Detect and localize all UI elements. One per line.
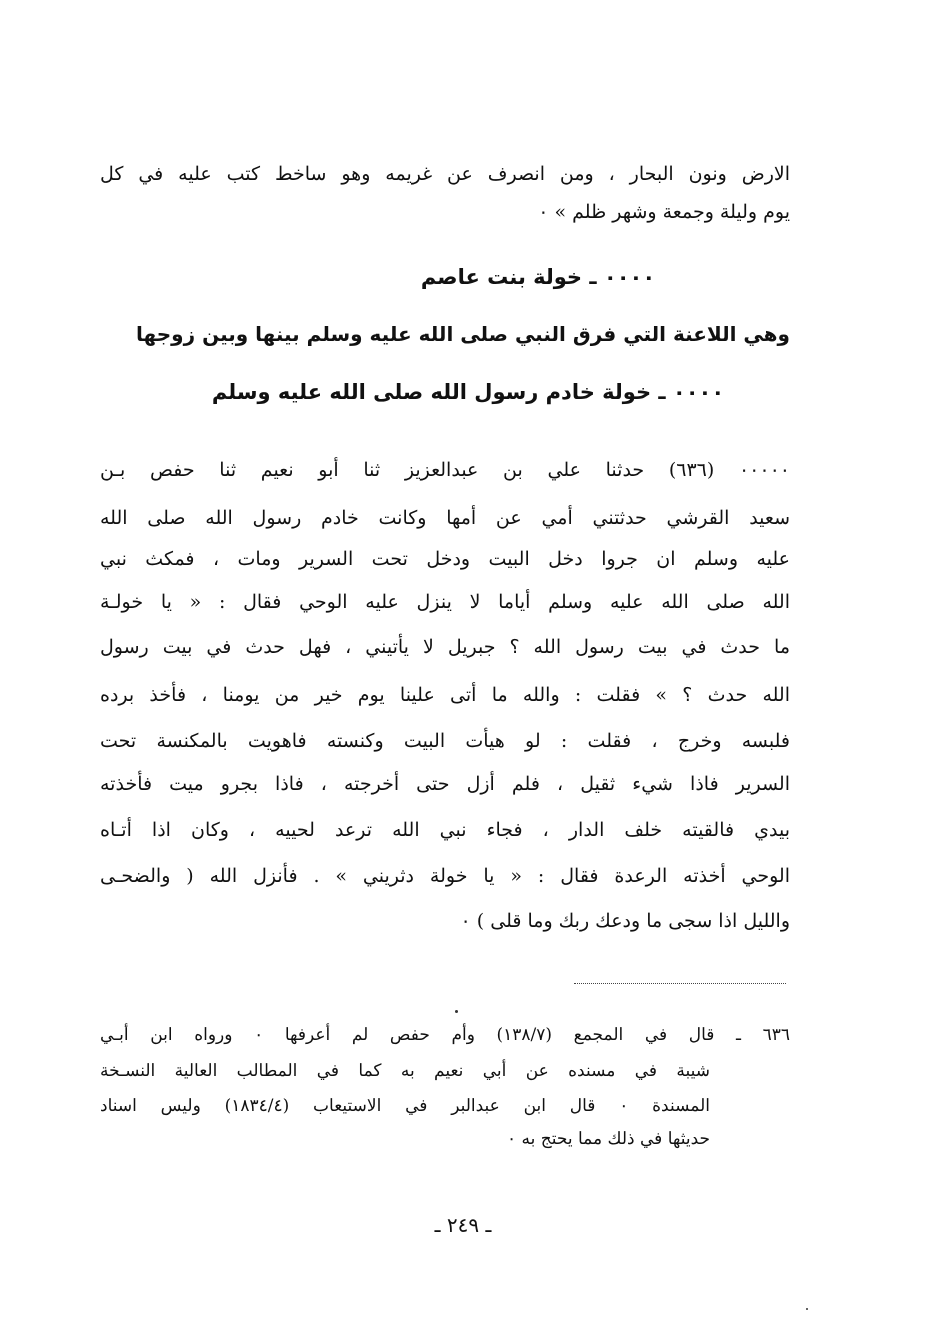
body-line: ما حدث في بيت رسول الله ؟ جبريل لا يأتيني ، فهل حدث في بيت رسول bbox=[100, 636, 790, 658]
intro-line: الارض ونون البحار ، ومن انصرف عن غريمه وهو ساخط كتب عليه في كل bbox=[100, 163, 790, 185]
body-line: عليه وسلم ان جروا دخل البيت ودخل تحت السرير ومات ، فمكث نبي bbox=[100, 548, 790, 570]
footnote-line: حديثها في ذلك مما يحتج به ٠ bbox=[506, 1129, 710, 1149]
intro-line: يوم وليلة وجمعة وشهر ظلم » ٠ bbox=[538, 201, 790, 223]
body-line: الوحي أخذته الرعدة فقال : « يا خولة دثريني » . فأنزل الله ( والضحـى bbox=[100, 865, 790, 887]
body-line: الله صلى الله عليه وسلم أياما لا ينزل عليه الوحي فقال : « يا خولـة bbox=[100, 591, 790, 613]
footnote-line: شيبة في مسنده عن أبي نعيم به كما في المطالب العالية النسـخة bbox=[100, 1061, 710, 1081]
footnote-separator bbox=[574, 983, 786, 984]
body-line: السرير فاذا شيء ثقيل ، فلم أزل حتى أخرجته ، فاذا بجرو ميت فأخذته bbox=[100, 773, 790, 795]
section-heading: ٠٠٠٠ ـ خولة خادم رسول الله صلى الله عليه وسلم bbox=[211, 380, 725, 404]
body-line: سعيد القرشي حدثتني أمي عن أمها وكانت خادم رسول الله صلى الله bbox=[100, 507, 790, 529]
speck-mark bbox=[455, 1010, 458, 1013]
body-line: فلبسه وخرج ، فقلت : لو هيأت البيت وكنسته فاهويت بالمكنسة تحت bbox=[100, 730, 790, 752]
footnote-line: ٦٣٦ ـ قال في المجمع (١٣٨/٧) وأم حفص لم أعرفها ٠ ورواه ابن أبـي bbox=[100, 1025, 790, 1045]
body-line: الله حدث ؟ » فقلت : والله ما أتى علينا يوم خير من يومنا ، فأخذ برده bbox=[100, 684, 790, 706]
section-heading: وهي اللاعنة التي فرق النبي صلى الله عليه وسلم بينها وبين زوجها bbox=[136, 322, 790, 346]
section-heading: ٠٠٠٠ ـ خولة بنت عاصم bbox=[420, 265, 656, 289]
body-line: والليل اذا سجى ما ودعك ربك وما قلى ) ٠ bbox=[460, 910, 790, 932]
body-line: بيدي فالقيته خلف الدار ، فجاء نبي الله ترعد لحييه ، وكان اذا أتـاه bbox=[100, 819, 790, 841]
speck-mark bbox=[806, 1308, 808, 1310]
footnote-line: المسندة ٠ قال ابن عبدالبر في الاستيعاب (١٨٣٤/٤) وليس اسناد bbox=[100, 1096, 710, 1116]
page-number: ـ ٢٤٩ ـ bbox=[434, 1213, 492, 1237]
body-line: ٠٠٠٠٠ (٦٣٦) حدثنا علي بن عبدالعزيز ثنا أبو نعيم ثنا حفص بـن bbox=[100, 459, 790, 481]
